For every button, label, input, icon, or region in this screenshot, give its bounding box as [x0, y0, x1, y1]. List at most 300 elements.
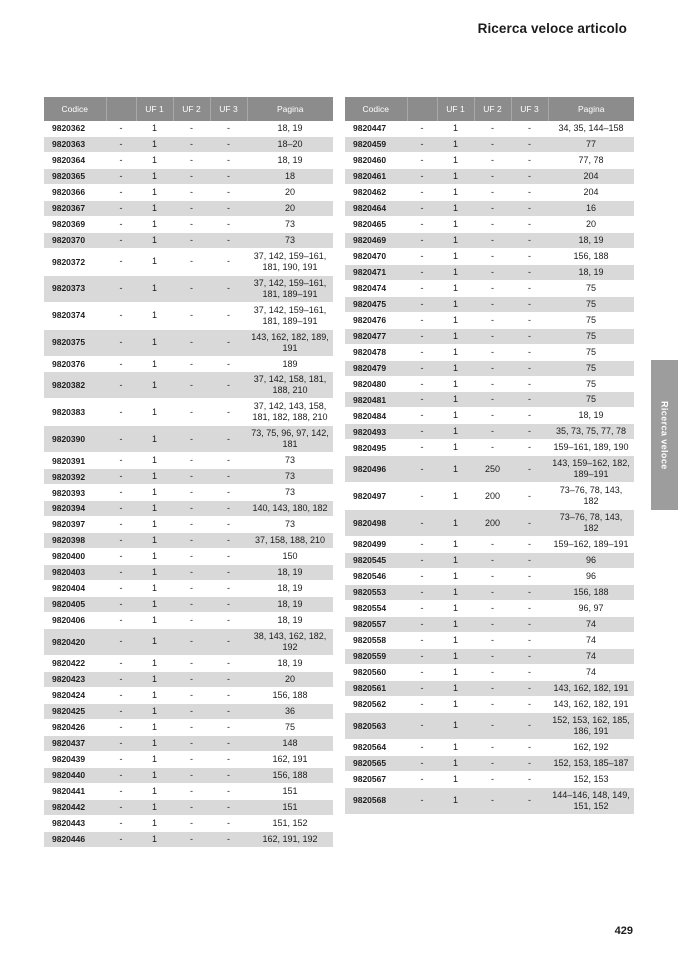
uf-cell: - — [474, 216, 511, 232]
uf-cell: - — [210, 815, 247, 831]
uf-cell: - — [511, 617, 548, 633]
uf-cell: 1 — [437, 648, 474, 664]
codice-cell: 9820404 — [44, 581, 106, 597]
uf-cell: 1 — [437, 510, 474, 537]
codice-cell: 9820469 — [345, 232, 407, 248]
uf-cell: - — [474, 537, 511, 553]
table-row — [345, 344, 634, 360]
codice-cell: 9820567 — [345, 771, 407, 787]
uf-cell: 1 — [437, 680, 474, 696]
uf-cell: - — [511, 216, 548, 232]
pagina-cell: 38, 143, 162, 182, 192 — [247, 628, 333, 655]
uf-cell: 1 — [437, 601, 474, 617]
codice-cell: 9820420 — [44, 628, 106, 655]
uf-cell: - — [210, 469, 247, 485]
uf-cell: - — [210, 799, 247, 815]
uf-cell: - — [210, 517, 247, 533]
uf-cell: - — [407, 456, 437, 483]
uf-cell: 1 — [136, 302, 173, 329]
table-row — [345, 632, 634, 648]
uf-cell: - — [210, 232, 247, 248]
uf-cell: - — [106, 533, 136, 549]
table-row — [345, 787, 634, 814]
pagina-cell: 18, 19 — [247, 655, 333, 671]
uf-cell: 200 — [474, 483, 511, 510]
table-row — [44, 356, 333, 372]
table-row — [345, 569, 634, 585]
pagina-cell: 18, 19 — [548, 232, 634, 248]
pagina-cell: 18, 19 — [247, 612, 333, 628]
uf-cell: - — [173, 302, 210, 329]
uf-cell: - — [106, 831, 136, 847]
uf-cell: - — [173, 735, 210, 751]
column-header: Codice — [44, 97, 106, 121]
uf-cell: 1 — [437, 344, 474, 360]
table-row — [44, 767, 333, 783]
uf-cell: - — [173, 597, 210, 613]
uf-cell: - — [474, 712, 511, 739]
uf-cell: - — [474, 280, 511, 296]
uf-cell: - — [173, 549, 210, 565]
uf-cell: - — [106, 597, 136, 613]
table-row — [345, 392, 634, 408]
uf-cell: - — [173, 581, 210, 597]
uf-cell: - — [511, 392, 548, 408]
uf-cell: 1 — [136, 751, 173, 767]
uf-cell: 1 — [437, 136, 474, 152]
uf-cell: - — [210, 581, 247, 597]
uf-cell: 1 — [136, 152, 173, 168]
codice-cell: 9820366 — [44, 184, 106, 200]
table-row — [44, 152, 333, 168]
codice-cell: 9820460 — [345, 152, 407, 168]
uf-cell: 1 — [136, 248, 173, 275]
pagina-cell: 18, 19 — [247, 152, 333, 168]
uf-cell: - — [511, 136, 548, 152]
uf-cell: - — [407, 632, 437, 648]
uf-cell: 1 — [136, 655, 173, 671]
uf-cell: - — [173, 152, 210, 168]
uf-cell: 1 — [136, 533, 173, 549]
uf-cell: - — [407, 771, 437, 787]
codice-cell: 9820394 — [44, 501, 106, 517]
codice-cell: 9820474 — [345, 280, 407, 296]
uf-cell: - — [210, 426, 247, 453]
pagina-cell: 75 — [548, 328, 634, 344]
pagina-cell: 143, 162, 182, 191 — [548, 696, 634, 712]
pagina-cell: 74 — [548, 617, 634, 633]
uf-cell: - — [173, 136, 210, 152]
uf-cell: - — [474, 168, 511, 184]
uf-cell: - — [511, 296, 548, 312]
table-row — [345, 601, 634, 617]
uf-cell: - — [511, 408, 548, 424]
uf-cell: - — [173, 426, 210, 453]
column-header: UF 3 — [511, 97, 548, 121]
uf-cell: - — [210, 399, 247, 426]
pagina-cell: 20 — [247, 200, 333, 216]
pagina-cell: 144–146, 148, 149, 151, 152 — [548, 787, 634, 814]
uf-cell: - — [106, 216, 136, 232]
uf-cell: - — [511, 280, 548, 296]
table-row — [345, 200, 634, 216]
codice-cell: 9820439 — [44, 751, 106, 767]
codice-cell: 9820397 — [44, 517, 106, 533]
uf-cell: - — [407, 168, 437, 184]
uf-cell: 1 — [437, 483, 474, 510]
uf-cell: - — [511, 787, 548, 814]
uf-cell: 1 — [136, 372, 173, 399]
codice-cell: 9820447 — [345, 121, 407, 136]
uf-cell: 1 — [136, 565, 173, 581]
uf-cell: 1 — [136, 581, 173, 597]
codice-cell: 9820461 — [345, 168, 407, 184]
uf-cell: - — [106, 767, 136, 783]
codice-cell: 9820392 — [44, 469, 106, 485]
uf-cell: - — [210, 549, 247, 565]
uf-cell: - — [474, 248, 511, 264]
uf-cell: - — [173, 275, 210, 302]
codice-cell: 9820383 — [44, 399, 106, 426]
table-row — [345, 712, 634, 739]
pagina-cell: 156, 188 — [548, 585, 634, 601]
table-row — [44, 671, 333, 687]
codice-cell: 9820362 — [44, 121, 106, 136]
uf-cell: - — [511, 483, 548, 510]
codice-cell: 9820557 — [345, 617, 407, 633]
uf-cell: - — [106, 232, 136, 248]
uf-cell: 1 — [136, 136, 173, 152]
pagina-cell: 37, 142, 159–161, 181, 189–191 — [247, 275, 333, 302]
uf-cell: - — [474, 184, 511, 200]
uf-cell: 1 — [437, 360, 474, 376]
pagina-cell: 151 — [247, 799, 333, 815]
table-row — [44, 612, 333, 628]
pagina-cell: 18, 19 — [247, 565, 333, 581]
uf-cell: - — [173, 655, 210, 671]
uf-cell: 1 — [437, 664, 474, 680]
codice-cell: 9820478 — [345, 344, 407, 360]
uf-cell: - — [407, 360, 437, 376]
pagina-cell: 18–20 — [247, 136, 333, 152]
pagina-cell: 34, 35, 144–158 — [548, 121, 634, 136]
table-row — [345, 280, 634, 296]
table-row — [345, 328, 634, 344]
uf-cell: - — [106, 815, 136, 831]
codice-cell: 9820562 — [345, 696, 407, 712]
uf-cell: - — [474, 121, 511, 136]
uf-cell: 1 — [437, 328, 474, 344]
codice-cell: 9820560 — [345, 664, 407, 680]
uf-cell: - — [407, 712, 437, 739]
codice-cell: 9820568 — [345, 787, 407, 814]
table-row — [44, 565, 333, 581]
uf-cell: - — [407, 680, 437, 696]
uf-cell: - — [106, 703, 136, 719]
codice-cell: 9820470 — [345, 248, 407, 264]
codice-cell: 9820398 — [44, 533, 106, 549]
uf-cell: - — [173, 200, 210, 216]
uf-cell: - — [173, 168, 210, 184]
uf-cell: - — [474, 648, 511, 664]
uf-cell: - — [106, 136, 136, 152]
codice-cell: 9820481 — [345, 392, 407, 408]
uf-cell: - — [210, 655, 247, 671]
table-header-row — [345, 97, 634, 121]
uf-cell: - — [173, 671, 210, 687]
uf-cell: - — [407, 136, 437, 152]
article-index-table-right — [345, 97, 634, 815]
uf-cell: - — [474, 680, 511, 696]
uf-cell: - — [106, 581, 136, 597]
table-row — [44, 655, 333, 671]
table-row — [345, 152, 634, 168]
uf-cell: - — [474, 232, 511, 248]
table-row — [345, 680, 634, 696]
uf-cell: 1 — [136, 783, 173, 799]
uf-cell: 1 — [136, 216, 173, 232]
pagina-cell: 156, 188 — [548, 248, 634, 264]
uf-cell: 1 — [136, 329, 173, 356]
uf-cell: - — [210, 501, 247, 517]
table-row — [44, 426, 333, 453]
uf-cell: 1 — [437, 392, 474, 408]
codice-cell: 9820476 — [345, 312, 407, 328]
table-row — [345, 248, 634, 264]
uf-cell: - — [407, 553, 437, 569]
pagina-cell: 156, 188 — [247, 687, 333, 703]
table-row — [345, 168, 634, 184]
uf-cell: - — [173, 719, 210, 735]
codice-cell: 9820561 — [345, 680, 407, 696]
uf-cell: - — [173, 372, 210, 399]
uf-cell: - — [210, 216, 247, 232]
uf-cell: 1 — [437, 787, 474, 814]
codice-cell: 9820364 — [44, 152, 106, 168]
uf-cell: - — [210, 372, 247, 399]
table-row — [345, 755, 634, 771]
codice-cell: 9820369 — [44, 216, 106, 232]
uf-cell: - — [173, 783, 210, 799]
uf-cell: - — [407, 617, 437, 633]
article-index-table-left — [44, 97, 333, 848]
pagina-cell: 148 — [247, 735, 333, 751]
uf-cell: - — [106, 628, 136, 655]
uf-cell: 1 — [437, 537, 474, 553]
uf-cell: 1 — [136, 453, 173, 469]
uf-cell: - — [173, 485, 210, 501]
uf-cell: - — [407, 296, 437, 312]
uf-cell: - — [210, 612, 247, 628]
uf-cell: 1 — [136, 426, 173, 453]
codice-cell: 9820375 — [44, 329, 106, 356]
codice-cell: 9820559 — [345, 648, 407, 664]
codice-cell: 9820484 — [345, 408, 407, 424]
uf-cell: - — [474, 585, 511, 601]
codice-cell: 9820367 — [44, 200, 106, 216]
uf-cell: 1 — [136, 831, 173, 847]
table-row — [345, 739, 634, 755]
pagina-cell: 74 — [548, 664, 634, 680]
uf-cell: - — [210, 152, 247, 168]
pagina-cell: 96, 97 — [548, 601, 634, 617]
uf-cell: - — [173, 329, 210, 356]
uf-cell: - — [407, 696, 437, 712]
uf-cell: - — [511, 601, 548, 617]
uf-cell: - — [407, 424, 437, 440]
codice-cell: 9820499 — [345, 537, 407, 553]
uf-cell: - — [511, 328, 548, 344]
pagina-cell: 73 — [247, 232, 333, 248]
codice-cell: 9820393 — [44, 485, 106, 501]
uf-cell: 1 — [437, 712, 474, 739]
uf-cell: - — [210, 687, 247, 703]
table-row — [345, 184, 634, 200]
uf-cell: 1 — [136, 184, 173, 200]
uf-cell: - — [407, 739, 437, 755]
uf-cell: - — [210, 597, 247, 613]
uf-cell: - — [210, 735, 247, 751]
uf-cell: - — [407, 569, 437, 585]
uf-cell: 1 — [437, 771, 474, 787]
uf-cell: 1 — [437, 152, 474, 168]
uf-cell: - — [106, 719, 136, 735]
table-row — [44, 783, 333, 799]
codice-cell: 9820363 — [44, 136, 106, 152]
column-header — [106, 97, 136, 121]
table-row — [345, 537, 634, 553]
uf-cell: - — [511, 152, 548, 168]
uf-cell: - — [106, 152, 136, 168]
column-header: UF 3 — [210, 97, 247, 121]
uf-cell: 1 — [136, 815, 173, 831]
pagina-cell: 151 — [247, 783, 333, 799]
uf-cell: - — [474, 312, 511, 328]
uf-cell: - — [210, 329, 247, 356]
uf-cell: - — [407, 248, 437, 264]
uf-cell: - — [511, 312, 548, 328]
pagina-cell: 151, 152 — [247, 815, 333, 831]
pagina-cell: 18, 19 — [247, 121, 333, 136]
uf-cell: 200 — [474, 510, 511, 537]
column-header: Pagina — [548, 97, 634, 121]
uf-cell: - — [173, 517, 210, 533]
uf-cell: - — [474, 569, 511, 585]
uf-cell: - — [173, 687, 210, 703]
uf-cell: - — [511, 168, 548, 184]
uf-cell: 1 — [437, 232, 474, 248]
codice-cell: 9820496 — [345, 456, 407, 483]
uf-cell: 1 — [136, 687, 173, 703]
table-row — [44, 581, 333, 597]
uf-cell: 1 — [136, 168, 173, 184]
uf-cell: - — [511, 585, 548, 601]
uf-cell: - — [173, 628, 210, 655]
codice-cell: 9820406 — [44, 612, 106, 628]
pagina-cell: 75 — [548, 280, 634, 296]
uf-cell: 1 — [136, 232, 173, 248]
pagina-cell: 143, 162, 182, 189, 191 — [247, 329, 333, 356]
uf-cell: 1 — [437, 424, 474, 440]
uf-cell: - — [474, 601, 511, 617]
uf-cell: - — [474, 360, 511, 376]
table-row — [44, 469, 333, 485]
pagina-cell: 18, 19 — [247, 597, 333, 613]
table-row — [44, 399, 333, 426]
uf-cell: 250 — [474, 456, 511, 483]
uf-cell: - — [173, 184, 210, 200]
codice-cell: 9820564 — [345, 739, 407, 755]
uf-cell: - — [173, 612, 210, 628]
uf-cell: - — [474, 424, 511, 440]
uf-cell: - — [173, 799, 210, 815]
table-row — [345, 456, 634, 483]
table-row — [44, 302, 333, 329]
uf-cell: - — [173, 232, 210, 248]
uf-cell: - — [106, 517, 136, 533]
uf-cell: - — [474, 328, 511, 344]
uf-cell: - — [511, 510, 548, 537]
uf-cell: 1 — [437, 739, 474, 755]
pagina-cell: 37, 142, 159–161, 181, 189–191 — [247, 302, 333, 329]
pagina-cell: 73–76, 78, 143, 182 — [548, 510, 634, 537]
uf-cell: - — [511, 456, 548, 483]
pagina-cell: 37, 142, 159–161, 181, 190, 191 — [247, 248, 333, 275]
pagina-cell: 189 — [247, 356, 333, 372]
uf-cell: - — [407, 232, 437, 248]
uf-cell: - — [474, 440, 511, 456]
column-header: Pagina — [247, 97, 333, 121]
uf-cell: 1 — [437, 553, 474, 569]
uf-cell: 1 — [437, 168, 474, 184]
codice-cell: 9820554 — [345, 601, 407, 617]
table-row — [345, 360, 634, 376]
table-row — [44, 719, 333, 735]
uf-cell: - — [210, 565, 247, 581]
pagina-cell: 96 — [548, 553, 634, 569]
uf-cell: - — [210, 533, 247, 549]
uf-cell: - — [173, 121, 210, 136]
uf-cell: 1 — [136, 671, 173, 687]
uf-cell: - — [407, 510, 437, 537]
uf-cell: 1 — [437, 280, 474, 296]
pagina-cell: 75 — [247, 719, 333, 735]
uf-cell: - — [511, 344, 548, 360]
uf-cell: - — [474, 392, 511, 408]
uf-cell: - — [511, 376, 548, 392]
uf-cell: - — [407, 344, 437, 360]
pagina-cell: 18, 19 — [548, 264, 634, 280]
column-header: Codice — [345, 97, 407, 121]
uf-cell: - — [106, 372, 136, 399]
uf-cell: - — [474, 617, 511, 633]
section-tab-ricerca-veloce[interactable] — [651, 360, 678, 510]
table-row — [345, 424, 634, 440]
uf-cell: 1 — [437, 632, 474, 648]
uf-cell: - — [511, 121, 548, 136]
uf-cell: - — [407, 483, 437, 510]
pagina-cell: 35, 73, 75, 77, 78 — [548, 424, 634, 440]
uf-cell: - — [407, 184, 437, 200]
uf-cell: - — [511, 739, 548, 755]
table-row — [44, 687, 333, 703]
uf-cell: 1 — [136, 399, 173, 426]
codice-cell: 9820424 — [44, 687, 106, 703]
uf-cell: - — [173, 703, 210, 719]
codice-cell: 9820563 — [345, 712, 407, 739]
pagina-cell: 73, 75, 96, 97, 142, 181 — [247, 426, 333, 453]
uf-cell: - — [511, 664, 548, 680]
